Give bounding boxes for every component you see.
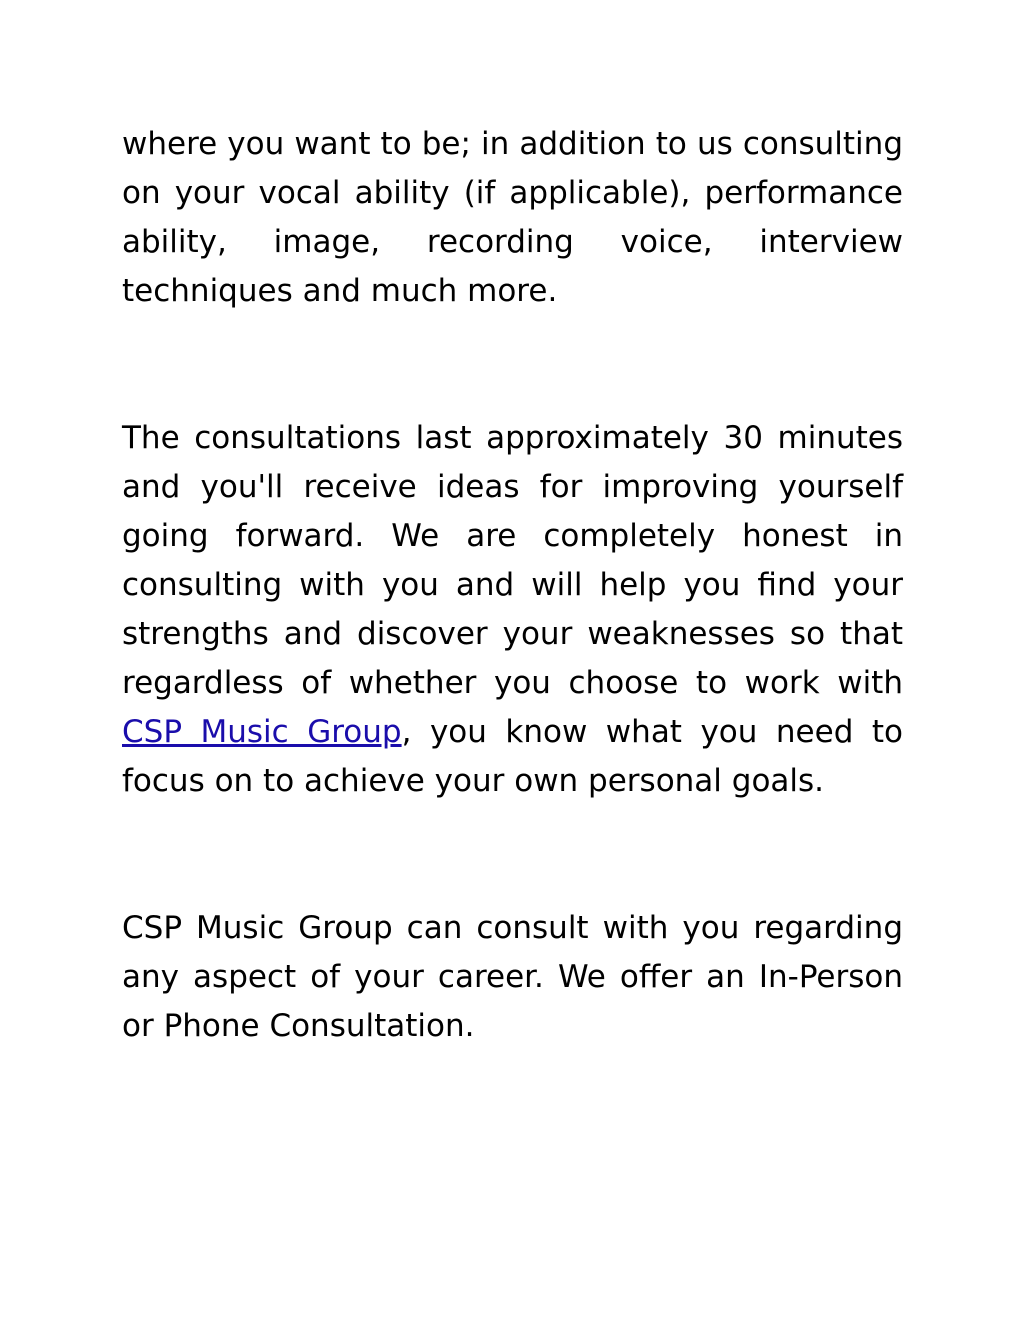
paragraph-consultation-offer: CSP Music Group can consult with you regarding any aspect of your career. We offer an In-Person or Phone Consultation. xyxy=(122,910,903,1044)
paragraph-text-after-link: , you know what you need to focus on to achieve your own personal goals. xyxy=(122,714,903,799)
paragraph-consulting-scope: where you want to be; in addition to us consulting on your vocal ability (if applicable), performance ability, image, recording voice, interview techniques and much more. xyxy=(122,126,903,309)
document-body xyxy=(122,120,903,1051)
paragraph-text-before-link: The consultations last approximately 30 minutes and you'll receive ideas for improving yourself going forward. We are completely honest in consulting with you and will help you find your strengths and discover your weaknesses so that regardless of whether you choose to work with xyxy=(122,420,903,701)
csp-music-group-link[interactable]: CSP Music Group xyxy=(122,714,402,750)
paragraph-consultation-details xyxy=(122,414,903,806)
